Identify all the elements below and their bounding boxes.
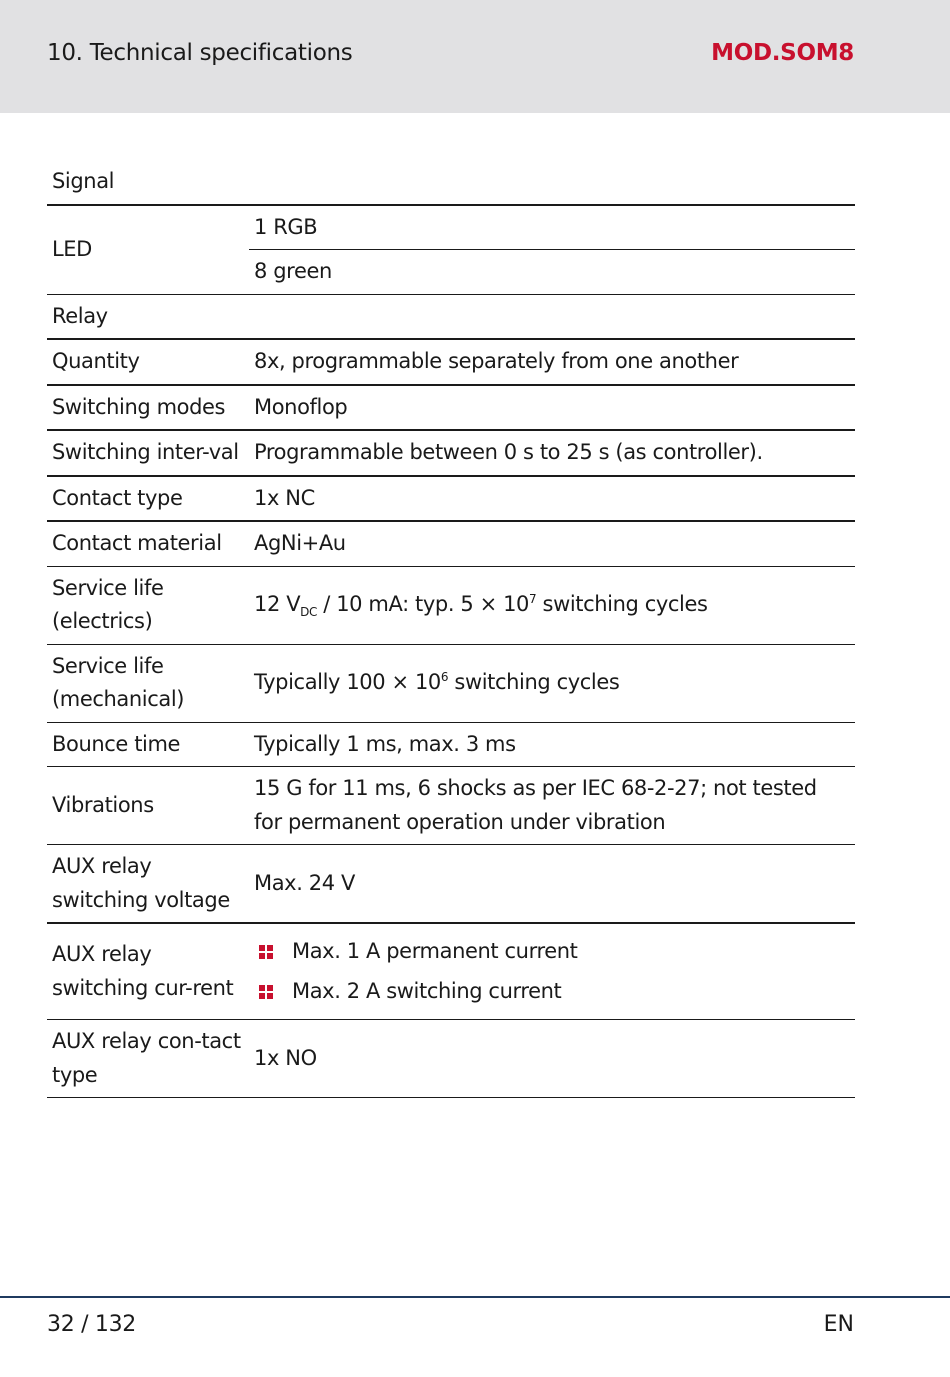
- row-label: Signal: [47, 160, 249, 205]
- language-code: EN: [823, 1312, 854, 1337]
- row-value: Typically $100 \times 10^6$ switching cycles: [249, 644, 855, 722]
- row-value: Typically 1 ms, max. 3 ms: [249, 722, 855, 767]
- section-title: 10. Technical specifications: [47, 40, 353, 66]
- table-row: [47, 644, 855, 722]
- table-row: [47, 476, 855, 522]
- table-row: [47, 430, 855, 476]
- list-item: Max. 2 A switching current: [254, 975, 850, 1009]
- row-value: 8 green: [249, 250, 855, 295]
- row-value: 15 G for 11 ms, 6 shocks as per IEC 68-2-27; not tested for permanent operation under vibration: [249, 767, 855, 845]
- row-label: Relay: [47, 294, 249, 339]
- table-row: [47, 1020, 855, 1098]
- table-row: [47, 294, 855, 339]
- row-value: 1 RGB: [249, 205, 855, 250]
- page-header: [0, 0, 950, 113]
- row-value: 1x NO: [249, 1020, 855, 1098]
- row-value: Programmable between 0 s to 25 s (as controller).: [249, 430, 855, 476]
- row-label: Switching modes: [47, 385, 249, 431]
- table-row: [47, 339, 855, 385]
- row-label: Bounce time: [47, 722, 249, 767]
- table-row: [47, 923, 855, 1020]
- footer-divider: [0, 1296, 950, 1298]
- row-label: LED: [47, 205, 249, 295]
- bullet-list: [254, 935, 850, 1008]
- row-label: Contact type: [47, 476, 249, 522]
- table-row: [47, 205, 855, 250]
- row-label: Service life (electrics): [47, 566, 249, 644]
- row-value: 1x NC: [249, 476, 855, 522]
- row-value: [249, 923, 855, 1020]
- row-label: Contact material: [47, 521, 249, 566]
- product-name: MOD.SOM8: [711, 40, 854, 66]
- table-row: [47, 521, 855, 566]
- table-row: [47, 722, 855, 767]
- list-item: Max. 1 A permanent current: [254, 935, 850, 969]
- table-row: [47, 767, 855, 845]
- row-label: AUX relay switching cur-rent: [47, 923, 249, 1020]
- row-label: Vibrations: [47, 767, 249, 845]
- row-label: AUX relay con-tact type: [47, 1020, 249, 1098]
- table-row: [47, 160, 855, 205]
- row-label: Service life (mechanical): [47, 644, 249, 722]
- row-value: AgNi+Au: [249, 521, 855, 566]
- row-value: 8x, programmable separately from one another: [249, 339, 855, 385]
- table-row: [47, 385, 855, 431]
- row-value: Monoflop: [249, 385, 855, 431]
- row-label: Quantity: [47, 339, 249, 385]
- table-row: [47, 845, 855, 924]
- spec-table: [47, 160, 855, 1098]
- row-label: AUX relay switching voltage: [47, 845, 249, 924]
- row-value: Max. 24 V: [249, 845, 855, 924]
- red-square-bullet-icon: [259, 945, 275, 961]
- row-label: Switching inter-val: [47, 430, 249, 476]
- table-row: [47, 566, 855, 644]
- red-square-bullet-icon: [259, 985, 275, 1001]
- page-number: 32 / 132: [47, 1312, 136, 1337]
- row-value: 12 $V_{DC} / 10$ mA: typ. $5 \times 10^7$ switching cycles: [249, 566, 855, 644]
